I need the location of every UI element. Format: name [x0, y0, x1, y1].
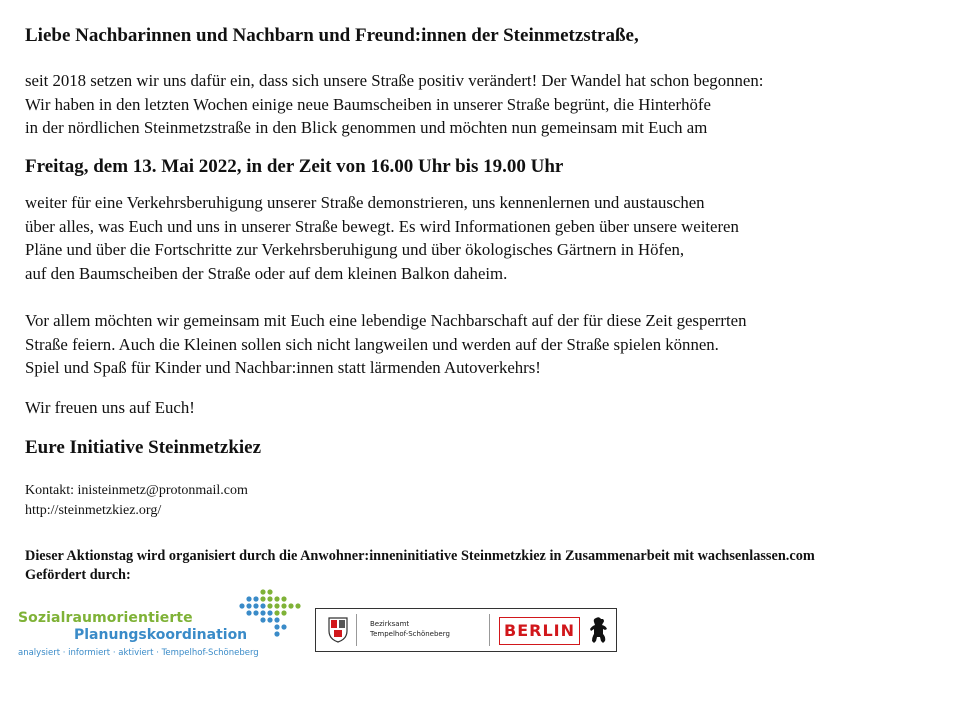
bezirksamt-text: [370, 619, 450, 639]
closing-line: Wir freuen uns auf Euch!: [25, 398, 195, 417]
bezirksamt-line1: Bezirksamt: [370, 620, 410, 628]
bezirksamt-logo: [315, 608, 617, 652]
footer-block: [25, 547, 815, 585]
berlin-wordmark: BERLIN: [499, 617, 580, 645]
paragraph-line: Vor allem möchten wir gemeinsam mit Euch eine lebendige Nachbarschaft auf der für diese Zeit gesperrten: [25, 311, 747, 330]
logo-divider: [489, 614, 490, 646]
district-coat-of-arms-icon: [328, 617, 348, 643]
signature: Eure Initiative Steinmetzkiez: [25, 437, 262, 458]
intro-paragraph: [25, 69, 763, 140]
paragraph-line: seit 2018 setzen wir uns dafür ein, dass sich unsere Straße positiv verändert! Der Wandel hat schon begonnen:: [25, 71, 764, 90]
spk-logo-line1: Sozialraumorientierte: [18, 610, 193, 626]
paragraph-line: Straße feiern. Auch die Kleinen sollen sich nicht langweilen und werden auf der Straße spielen können.: [25, 334, 719, 354]
logo-divider: [356, 614, 357, 646]
body-paragraph-2: [25, 309, 746, 380]
contact-block: [25, 481, 248, 521]
contact-email[interactable]: Kontakt: inisteinmetz@protonmail.com: [25, 483, 248, 498]
date-heading: Freitag, dem 13. Mai 2022, in der Zeit von 16.00 Uhr bis 19.00 Uhr: [25, 156, 564, 177]
paragraph-line: Spiel und Spaß für Kinder und Nachbar:innen statt lärmenden Autoverkehrs!: [25, 358, 541, 377]
funded-by-label: Gefördert durch:: [25, 567, 131, 583]
bezirksamt-line2: Tempelhof-Schöneberg: [370, 630, 450, 638]
greeting-heading: Liebe Nachbarinnen und Nachbarn und Freund:innen der Steinmetzstraße,: [25, 25, 639, 46]
paragraph-line: Wir haben in den letzten Wochen einige neue Baumscheiben in unserer Straße begrünt, die Hinterhöfe: [25, 94, 711, 114]
organizer-line: Dieser Aktionstag wird organisiert durch die Anwohner:inneninitiative Steinmetzkiez in Zusammenarbeit mit wachsenlassen.com: [25, 548, 815, 564]
spk-logo: [18, 588, 298, 658]
contact-url[interactable]: http://steinmetzkiez.org/: [25, 503, 162, 518]
spk-logo-tagline: analysiert · informiert · aktiviert · Tempelhof-Schöneberg: [18, 648, 259, 658]
paragraph-line: Pläne und über die Fortschritte zur Verkehrsberuhigung und über ökologisches Gärtnern in Höfen,: [25, 240, 685, 259]
paragraph-line: auf den Baumscheiben der Straße oder auf dem kleinen Balkon daheim.: [25, 263, 508, 283]
paragraph-line: über alles, was Euch und uns in unserer Straße bewegt. Es wird Informationen geben über unsere weiteren: [25, 216, 739, 236]
berlin-bear-icon: [588, 616, 610, 645]
body-paragraph-1: [25, 191, 739, 285]
paragraph-line: in der nördlichen Steinmetzstraße in den Blick genommen und möchten nun gemeinsam mit Euch am: [25, 118, 708, 137]
paragraph-line: weiter für eine Verkehrsberuhigung unserer Straße demonstrieren, uns kennenlernen und austauschen: [25, 193, 705, 212]
spk-logo-line2: Planungskoordination: [74, 627, 248, 643]
